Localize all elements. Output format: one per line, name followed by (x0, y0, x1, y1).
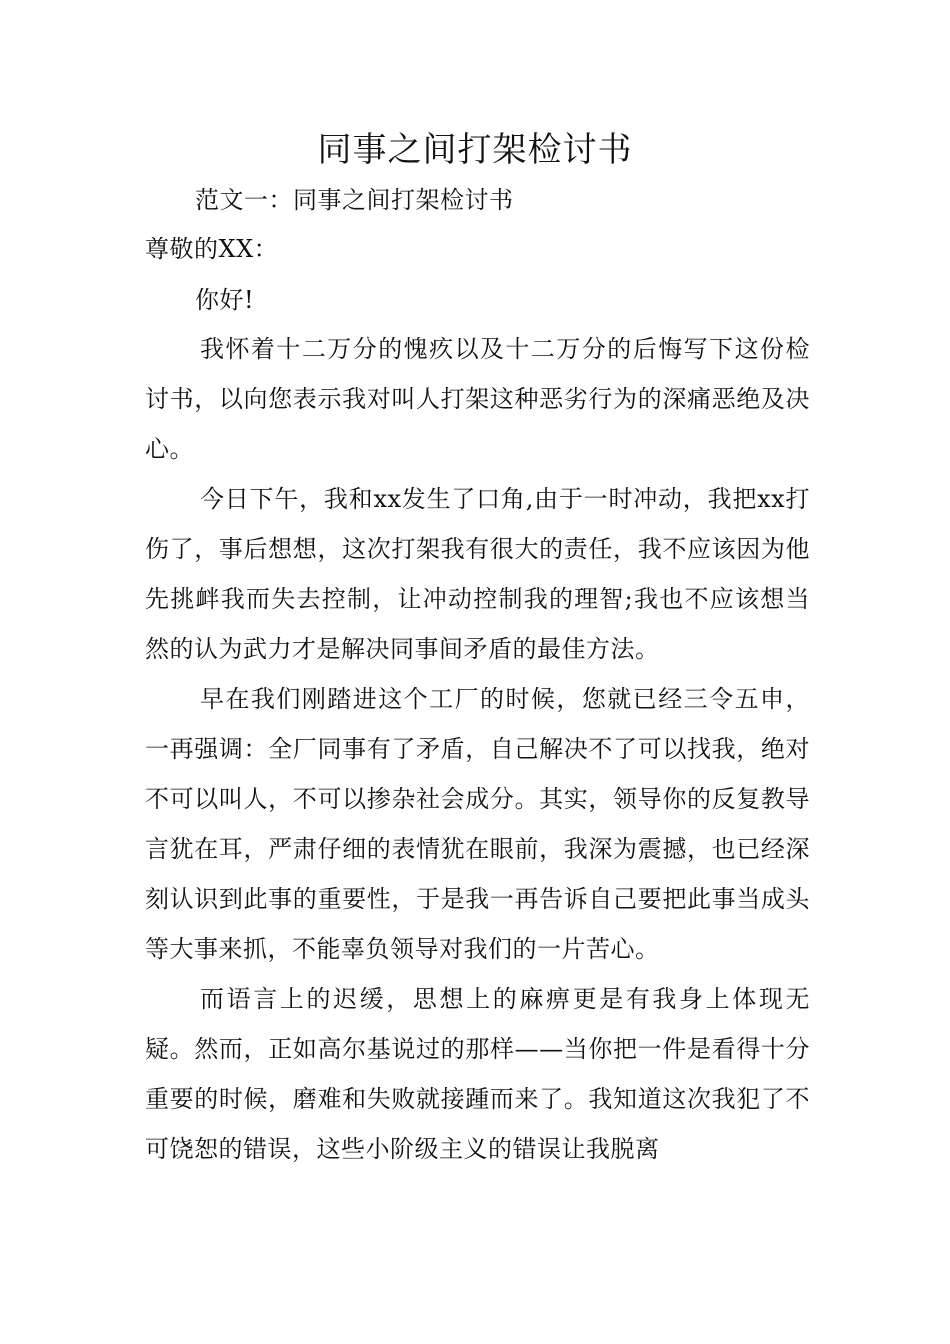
salutation: 尊敬的XX： (145, 235, 279, 263)
greeting: 你好! (195, 286, 255, 314)
document-subtitle: 范文一：同事之间打架检讨书 (195, 186, 514, 214)
paragraph-3: 早在我们刚踏进这个工厂的时候，您就已经三令五申，一再强调：全厂同事有了矛盾，自己解决不了可以找我，绝对不可以叫人，不可以掺杂社会成分。其实，领导你的反复教导言犹在耳，严肃仔细的表情犹在眼前，我深为震撼，也已经深刻认识到此事的重要性，于是我一再告诉自己要把此事当成头等大事来抓，不能辜负领导对我们的一片苦心。 (145, 685, 810, 963)
paragraph-4: 而语言上的迟缓，思想上的麻痹更是有我身上体现无疑。然而，正如高尔基说过的那样——当你把一件是看得十分重要的时候，磨难和失败就接踵而来了。我知道这次我犯了不可饶恕的错误，这些小阶级主义的错误让我脱离 (145, 985, 810, 1163)
letter-body (145, 324, 810, 1174)
paragraph-1: 我怀着十二万分的愧疚以及十二万分的后悔写下这份检讨书，以向您表示我对叫人打架这种恶劣行为的深痛恶绝及决心。 (145, 335, 810, 463)
document-title: 同事之间打架检讨书 (317, 130, 633, 170)
paragraph-2: 今日下午，我和xx发生了口角,由于一时冲动，我把xx打伤了，事后想想，这次打架我有很大的责任，我不应该因为他先挑衅我而失去控制，让冲动控制我的理智;我也不应该想当然的认为武力才是解决同事间矛盾的最佳方法。 (145, 485, 810, 663)
